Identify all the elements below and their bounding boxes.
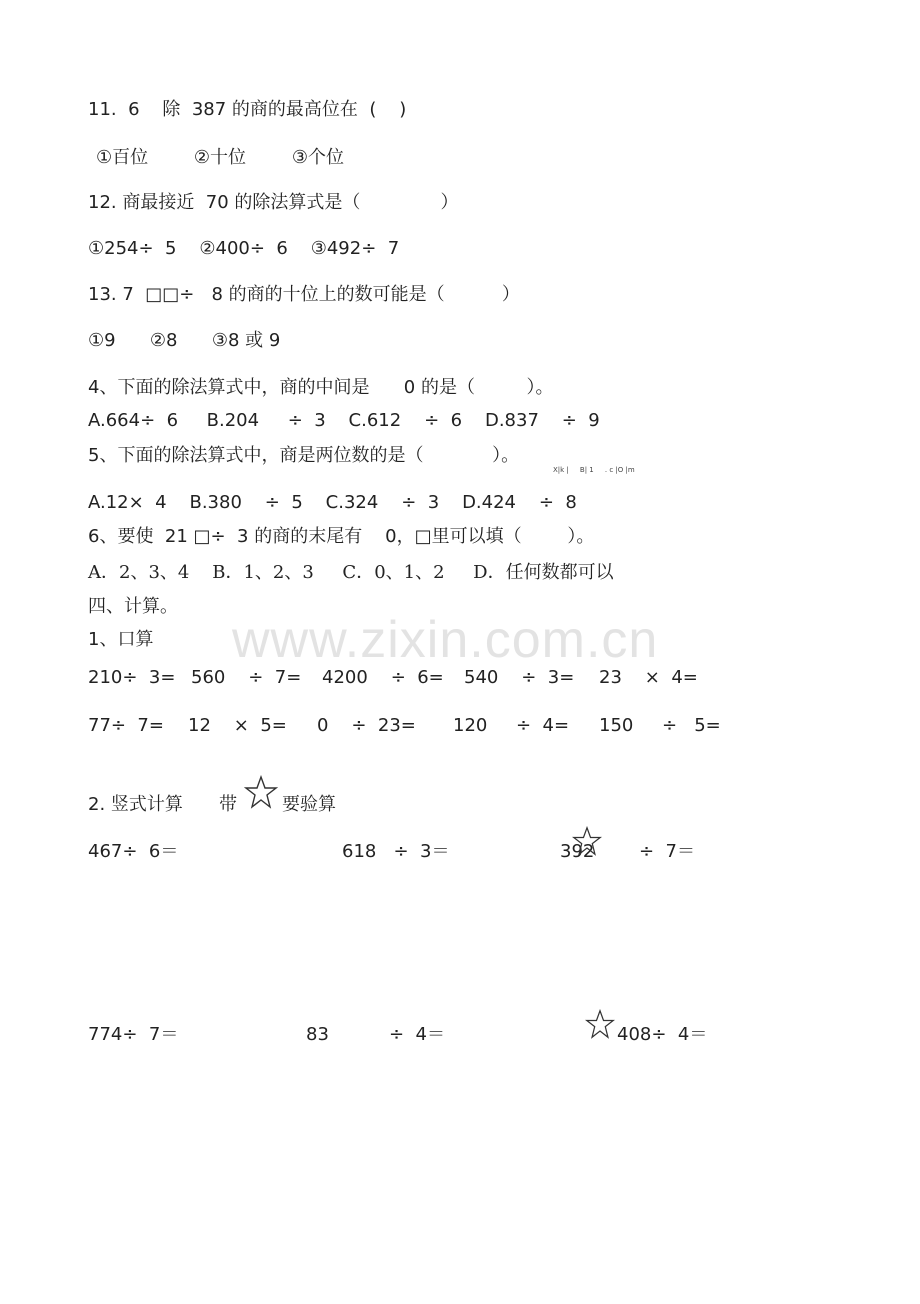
vertical-item: 774÷ 7＝ <box>88 1024 179 1045</box>
vertical-item: ÷ 4＝ <box>389 1024 445 1045</box>
section-title: 四、计算。 <box>88 596 178 617</box>
oral-item: 150 ÷ 5= <box>599 715 721 736</box>
oral-subtitle: 1、口算 <box>88 629 154 650</box>
vertical-item: 467÷ 6＝ <box>88 841 179 862</box>
vertical-item: 408÷ 4＝ <box>617 1024 708 1045</box>
oral-item: 23 × 4= <box>599 667 698 688</box>
oral-item: 210÷ 3= <box>88 667 176 688</box>
oral-item: 12 × 5= <box>188 715 287 736</box>
vertical-title-check: 要验算 <box>282 794 336 815</box>
watermark: www.zixin.com.cn <box>232 611 659 669</box>
vertical-item: 83 <box>306 1024 329 1045</box>
q5-stem: 5、下面的除法算式中，商是两位数的是（ ）。 <box>88 445 520 466</box>
q11-options: ①百位 ②十位 ③个位 <box>96 147 344 168</box>
small-watermark-text: X|k | B| 1 . c |O |m <box>553 466 635 474</box>
star-icon <box>585 1009 615 1039</box>
vertical-item: 392 <box>560 841 595 862</box>
q5-options: A.12× 4 B.380 ÷ 5 C.324 ÷ 3 D.424 ÷ 8 <box>88 492 577 513</box>
oral-item: 77÷ 7= <box>88 715 164 736</box>
vertical-item: 618 ÷ 3＝ <box>342 841 450 862</box>
q13-options: ①9 ②8 ③8 或 9 <box>88 330 281 351</box>
oral-item: 120 ÷ 4= <box>453 715 570 736</box>
oral-item: 540 ÷ 3= <box>464 667 575 688</box>
vertical-title-with: 带 <box>219 794 237 815</box>
vertical-item: ÷ 7＝ <box>639 841 695 862</box>
oral-item: 4200 ÷ 6= <box>322 667 444 688</box>
q6-options: A．2、3、4 B．1、2、3 C．0、1、2 D．任何数都可以 <box>88 562 614 583</box>
q12-options: ①254÷ 5 ②400÷ 6 ③492÷ 7 <box>88 238 400 259</box>
star-icon <box>244 775 278 809</box>
q4-stem: 4、下面的除法算式中，商的中间是 0 的是（ ）。 <box>88 377 554 398</box>
vertical-title: 2. 竖式计算 <box>88 794 183 815</box>
q6-stem: 6、要使 21 □÷ 3 的商的末尾有 0，□里可以填（ ）。 <box>88 526 595 547</box>
q11-stem: 11. 6 除 387 的商的最高位在 ( ) <box>88 99 407 120</box>
q12-stem: 12. 商最接近 70 的除法算式是（ ） <box>88 192 459 213</box>
q13-stem: 13. 7 □□÷ 8 的商的十位上的数可能是（ ） <box>88 284 520 305</box>
oral-item: 0 ÷ 23= <box>317 715 416 736</box>
q4-options: A.664÷ 6 B.204 ÷ 3 C.612 ÷ 6 D.837 ÷ 9 <box>88 410 600 431</box>
oral-item: 560 ÷ 7= <box>191 667 302 688</box>
star-icon <box>572 826 602 856</box>
